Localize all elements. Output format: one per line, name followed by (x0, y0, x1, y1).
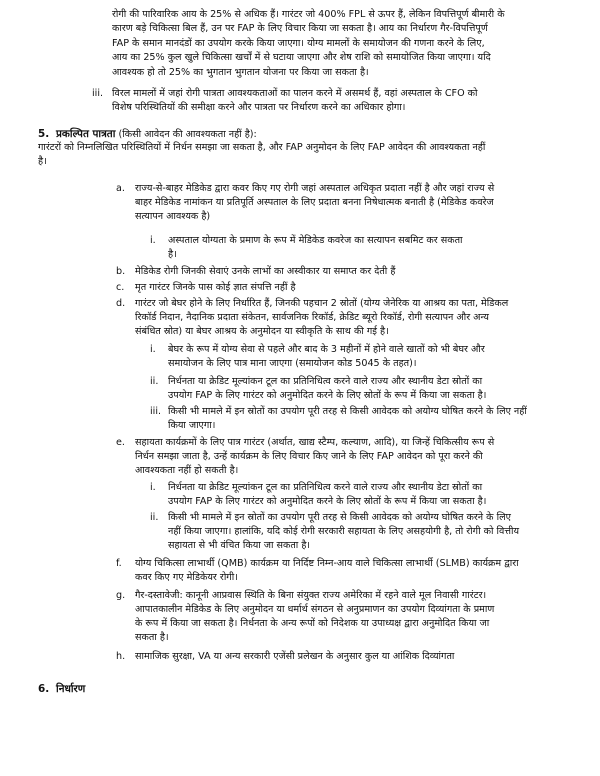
list-item-line: किसी भी मामले में इन स्रोतों का उपयोग पूरी तरह से किसी आवेदक को अयोग्य घोषित करने के लिए (168, 512, 511, 523)
list-marker: i. (150, 235, 156, 246)
list-item-line: किया जाएगा। (168, 420, 216, 431)
list-item-line: बेघर के रूप में योग्य सेवा से पहले और बाद के 3 महीनों में होने वाले खातों को भी बेघर और (168, 344, 485, 355)
list-item-line: के रूप में किया जा सकता है। निर्धनता के अन्य रूपों को निदेशक या उपाध्यक्ष द्वारा अनुमोदित किया जा (135, 618, 490, 629)
list-item-line: संबंधित स्रोत) या बेघर आश्रय के अनुमोदन या स्वीकृति के साथ की गई है। (135, 326, 389, 337)
list-item-line: रिकॉर्ड निदान, नैदानिक प्रदाता संकेतन, सार्वजनिक रिकॉर्ड, क्रेडिट ब्यूरो रिकॉर्ड, रोगी सत्यापन और अन्य (135, 312, 489, 323)
list-item-line: मेडिकेड रोगी जिनकी सेवाएं उनके लाभों का अस्वीकार या समाप्त कर देती हैं (135, 266, 396, 277)
list-marker: f. (116, 558, 122, 569)
list-item-line: सामाजिक सुरक्षा, VA या अन्य सरकारी एजेंसी प्रलेखन के अनुसार कुल या आंशिक दिव्यांगता (135, 651, 455, 662)
list-item-line: सत्यापन आवश्यक है) (135, 211, 211, 222)
list-marker: i. (150, 482, 156, 493)
list-item-line: मृत गारंटर जिनके पास कोई ज्ञात संपत्ति नहीं है (135, 282, 296, 293)
list-marker: g. (116, 590, 126, 601)
section-number: 5. (38, 128, 50, 140)
list-item-line: निर्धनता या क्रेडिट मूल्यांकन टूल का प्रतिनिधित्व करने वाले राज्य और स्थानीय डेटा स्रोतों का (168, 482, 483, 493)
list-item-line: सकता है। (135, 632, 169, 643)
list-item-line: सहायता कार्यक्रमों के लिए पात्र गारंटर (अर्थात, खाद्य स्टैम्प, कल्याण, आदि), या जिन्हें चिकित्सीय रूप से (135, 437, 495, 448)
section-title: निर्धारण (56, 683, 86, 695)
section-subtitle: (किसी आवेदन की आवश्यकता नहीं है): (115, 129, 257, 140)
list-item-line: अस्पताल योग्यता के प्रमाण के रूप में मेडिकेड कवरेज का सत्यापन सबमिट कर सकता (168, 235, 463, 246)
list-item-line: गारंटर जो बेघर होने के लिए निर्धारित हैं, जिनकी पहचान 2 स्रोतों (योग्य जेनेरिक या आश्रय का पता, मेडिकल (135, 298, 509, 309)
list-item-line: आवश्यकता नहीं हो सकती है। (135, 465, 239, 476)
section-number: 6. (38, 683, 50, 695)
list-marker: a. (116, 183, 125, 194)
list-item-line: विशेष परिस्थितियों की समीक्षा करने और पात्रता पर निर्धारण करने का अधिकार होगा। (112, 102, 406, 113)
intro-line: आय का 25% कुल खुले चिकित्सा खर्चों में से घटाया जाएगा और शेष राशि को समायोजित किया जाएगा। यदि (112, 52, 491, 63)
list-marker: iii. (92, 88, 104, 99)
list-marker: i. (150, 344, 156, 355)
list-item-line: कवर किए गए मेडिकेयर रोगी। (135, 572, 238, 583)
section-heading (56, 127, 257, 142)
list-item-line: निर्धन समझा जाता है, उन्हें कार्यक्रम के लिए विचार किए जाने के लिए FAP आवेदन को पूरा करने की (135, 451, 483, 462)
list-marker: e. (116, 437, 125, 448)
section-intro-line: है। (38, 156, 47, 167)
list-item-line: उपयोग FAP के लिए गारंटर को अनुमोदित करने के लिए स्रोतों के रूप में किया जा सकता है। (168, 496, 487, 507)
intro-line: रोगी की पारिवारिक आय के 25% से अधिक हैं। गारंटर जो 400% FPL से ऊपर हैं, लेकिन विपत्तिपूर्ण बीमारी के (112, 9, 505, 20)
list-marker: ii. (150, 512, 159, 523)
list-item-line: योग्य चिकित्सा लाभार्थी (QMB) कार्यक्रम या निर्दिष्ट निम्न-आय वाले चिकित्सा लाभार्थी (SLMB) कार्यक्रम द्वारा (135, 558, 519, 569)
section-intro-line: गारंटरों को निम्नलिखित परिस्थितियों में निर्धन समझा जा सकता है, और FAP अनुमोदन के लिए FAP आवेदन की आवश्यकता नहीं (38, 142, 486, 153)
list-item-line: उपयोग FAP के लिए गारंटर को अनुमोदित करने के लिए स्रोतों के रूप में किया जा सकता है। (168, 390, 487, 401)
list-marker: ii. (150, 376, 159, 387)
list-item-line: राज्य-से-बाहर मेडिकेड द्वारा कवर किए गए रोगी जहां अस्पताल अधिकृत प्रदाता नहीं है और जहां राज्य से (135, 183, 495, 194)
list-marker: c. (116, 282, 125, 293)
section-title: प्रकल्पित पात्रता (56, 128, 116, 140)
list-item-line: है। (168, 249, 177, 260)
list-item-line: किसी भी मामले में इन स्रोतों का उपयोग पूरी तरह से किसी आवेदक को अयोग्य घोषित करने के लिए नहीं (168, 406, 527, 417)
intro-line: आवश्यक हो तो 25% का भुगतान भुगतान योजना पर किया जा सकता है। (112, 67, 369, 78)
list-item-line: गैर-दस्तावेजी: कानूनी आप्रवास स्थिति के बिना संयुक्त राज्य अमेरिका में रहने वाले मूल निवासी गारंटर। (135, 590, 487, 601)
list-item-line: निर्धनता या क्रेडिट मूल्यांकन टूल का प्रतिनिधित्व करने वाले राज्य और स्थानीय डेटा स्रोतों का (168, 376, 483, 387)
list-item-line: विरल मामलों में जहां रोगी पात्रता आवश्यकताओं का पालन करने में असमर्थ हैं, वहां अस्पताल के CFO को (112, 88, 478, 99)
list-item-line: आपातकालीन मेडिकेड के लिए अनुमोदन या धर्मार्थ संगठन से अनुप्रमाणन का उपयोग दिव्यांगता के प्रमाण (135, 604, 495, 615)
list-item-line: नहीं किया जाएगा। हालांकि, यदि कोई रोगी सरकारी सहायता के लिए असहयोगी है, तो रोगी को वित्तीय (168, 526, 520, 537)
list-marker: d. (116, 298, 126, 309)
intro-line: FAP के समान मानदंडों का उपयोग करके किया जाएगा। योग्य मामलों के समायोजन की गणना करने के लिए, (112, 38, 485, 49)
intro-line: कारण बड़े चिकित्सा बिल हैं, उन पर FAP के लिए विचार किया जा सकता है। आय का निर्धारण गैर-विपत्तिपूर्ण (112, 23, 488, 34)
list-item-line: सहायता से भी वंचित किया जा सकता है। (168, 540, 311, 551)
list-marker: b. (116, 266, 126, 277)
list-item-line: बाहर मेडिकेड नामांकन या प्रतिपूर्ति अस्पताल के लिए प्रदाता बनना निषेधात्मक बनाती है (मेडिकेड कवरेज (135, 197, 494, 208)
list-marker: h. (116, 651, 126, 662)
list-marker: iii. (150, 406, 162, 417)
list-item-line: समायोजन के लिए पात्र माना जाएगा (समायोजन कोड 5045 के तहत)। (168, 358, 417, 369)
